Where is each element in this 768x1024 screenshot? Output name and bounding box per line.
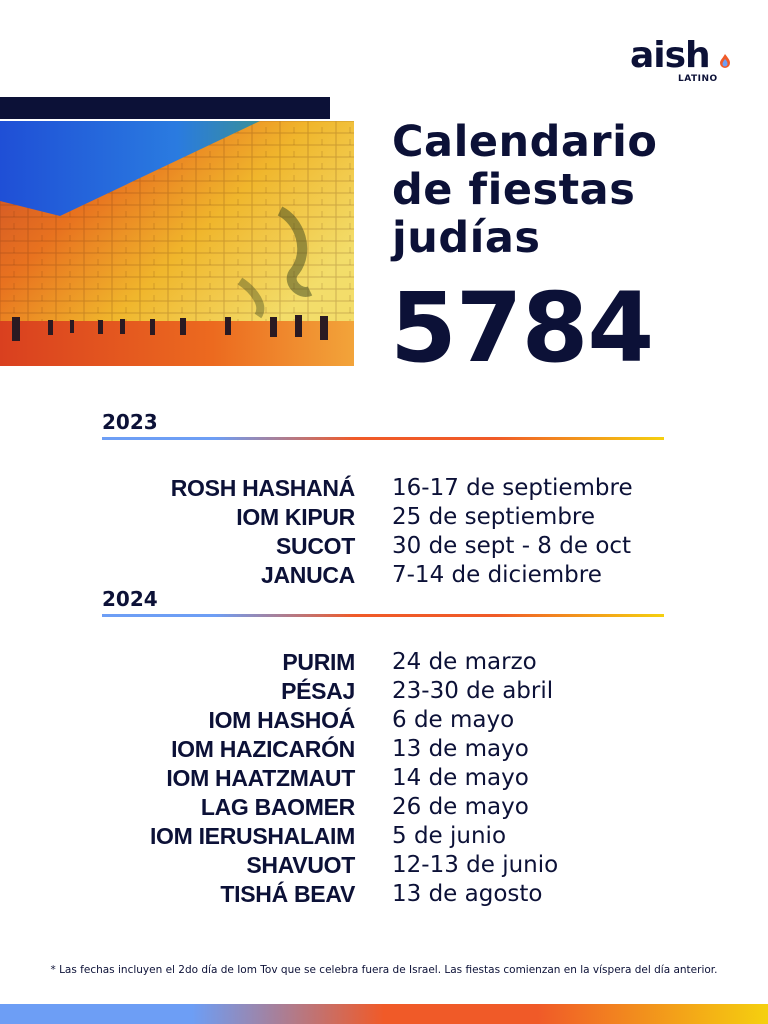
western-wall-photo xyxy=(0,121,354,366)
holiday-date: 13 de mayo xyxy=(392,736,529,762)
section-year-2023: 2023 xyxy=(102,410,158,434)
holiday-row xyxy=(0,881,768,910)
logo-subtitle: LATINO xyxy=(678,74,718,84)
holiday-name: TISHÁ BEAV xyxy=(220,881,355,907)
hebrew-year: 5784 xyxy=(390,272,654,384)
page-title xyxy=(392,118,752,262)
holiday-date: 14 de mayo xyxy=(392,765,529,791)
holiday-name: IOM HAATZMAUT xyxy=(166,765,355,791)
holiday-name: IOM HASHOÁ xyxy=(208,707,355,733)
holiday-name: LAG BAOMER xyxy=(200,794,355,820)
holiday-date: 12-13 de junio xyxy=(392,852,559,878)
holiday-date: 6 de mayo xyxy=(392,707,515,733)
holiday-name: SHAVUOT xyxy=(246,852,355,878)
holiday-name: JANUCA xyxy=(260,562,355,588)
title-line: de fiestas xyxy=(392,165,636,215)
holiday-name: PÉSAJ xyxy=(281,678,355,704)
holiday-name: IOM KIPUR xyxy=(236,504,355,530)
holiday-row xyxy=(0,794,768,823)
holiday-date: 24 de marzo xyxy=(392,649,537,675)
holiday-row xyxy=(0,475,768,504)
holiday-date: 13 de agosto xyxy=(392,881,543,907)
footnote: * Las fechas incluyen el 2do día de Iom Tov que se celebra fuera de Israel. Las fiestas comienzan en la víspera del día anterior. xyxy=(50,964,718,976)
holiday-date: 23-30 de abril xyxy=(392,678,554,704)
section-divider xyxy=(102,437,664,440)
section-divider xyxy=(102,614,664,617)
holiday-date: 16-17 de septiembre xyxy=(392,475,633,501)
holiday-row xyxy=(0,736,768,765)
holiday-row xyxy=(0,852,768,881)
holiday-row xyxy=(0,678,768,707)
holiday-name: IOM IERUSHALAIM xyxy=(149,823,355,849)
holiday-date: 25 de septiembre xyxy=(392,504,596,530)
holiday-name: ROSH HASHANÁ xyxy=(170,475,355,501)
holiday-row xyxy=(0,765,768,794)
holiday-row xyxy=(0,504,768,533)
holiday-name: PURIM xyxy=(282,649,355,675)
holiday-date: 26 de mayo xyxy=(392,794,529,820)
title-line: Calendario xyxy=(392,117,658,167)
holiday-date: 5 de junio xyxy=(392,823,507,849)
western-wall-illustration xyxy=(0,121,354,366)
aish-latino-logo xyxy=(630,36,740,86)
flame-icon xyxy=(720,54,730,68)
holiday-name: SUCOT xyxy=(275,533,355,559)
holiday-date: 30 de sept - 8 de oct xyxy=(392,533,632,559)
logo-wordmark: aish xyxy=(630,35,710,76)
holiday-row xyxy=(0,823,768,852)
holiday-date: 7-14 de diciembre xyxy=(392,562,602,588)
footer-gradient-bar xyxy=(0,1004,768,1024)
holiday-row xyxy=(0,707,768,736)
section-year-2024: 2024 xyxy=(102,587,158,611)
holiday-row xyxy=(0,649,768,678)
holiday-name: IOM HAZICARÓN xyxy=(171,736,355,762)
title-line: judías xyxy=(392,213,541,263)
holiday-row xyxy=(0,533,768,562)
header-accent-bar xyxy=(0,97,330,119)
